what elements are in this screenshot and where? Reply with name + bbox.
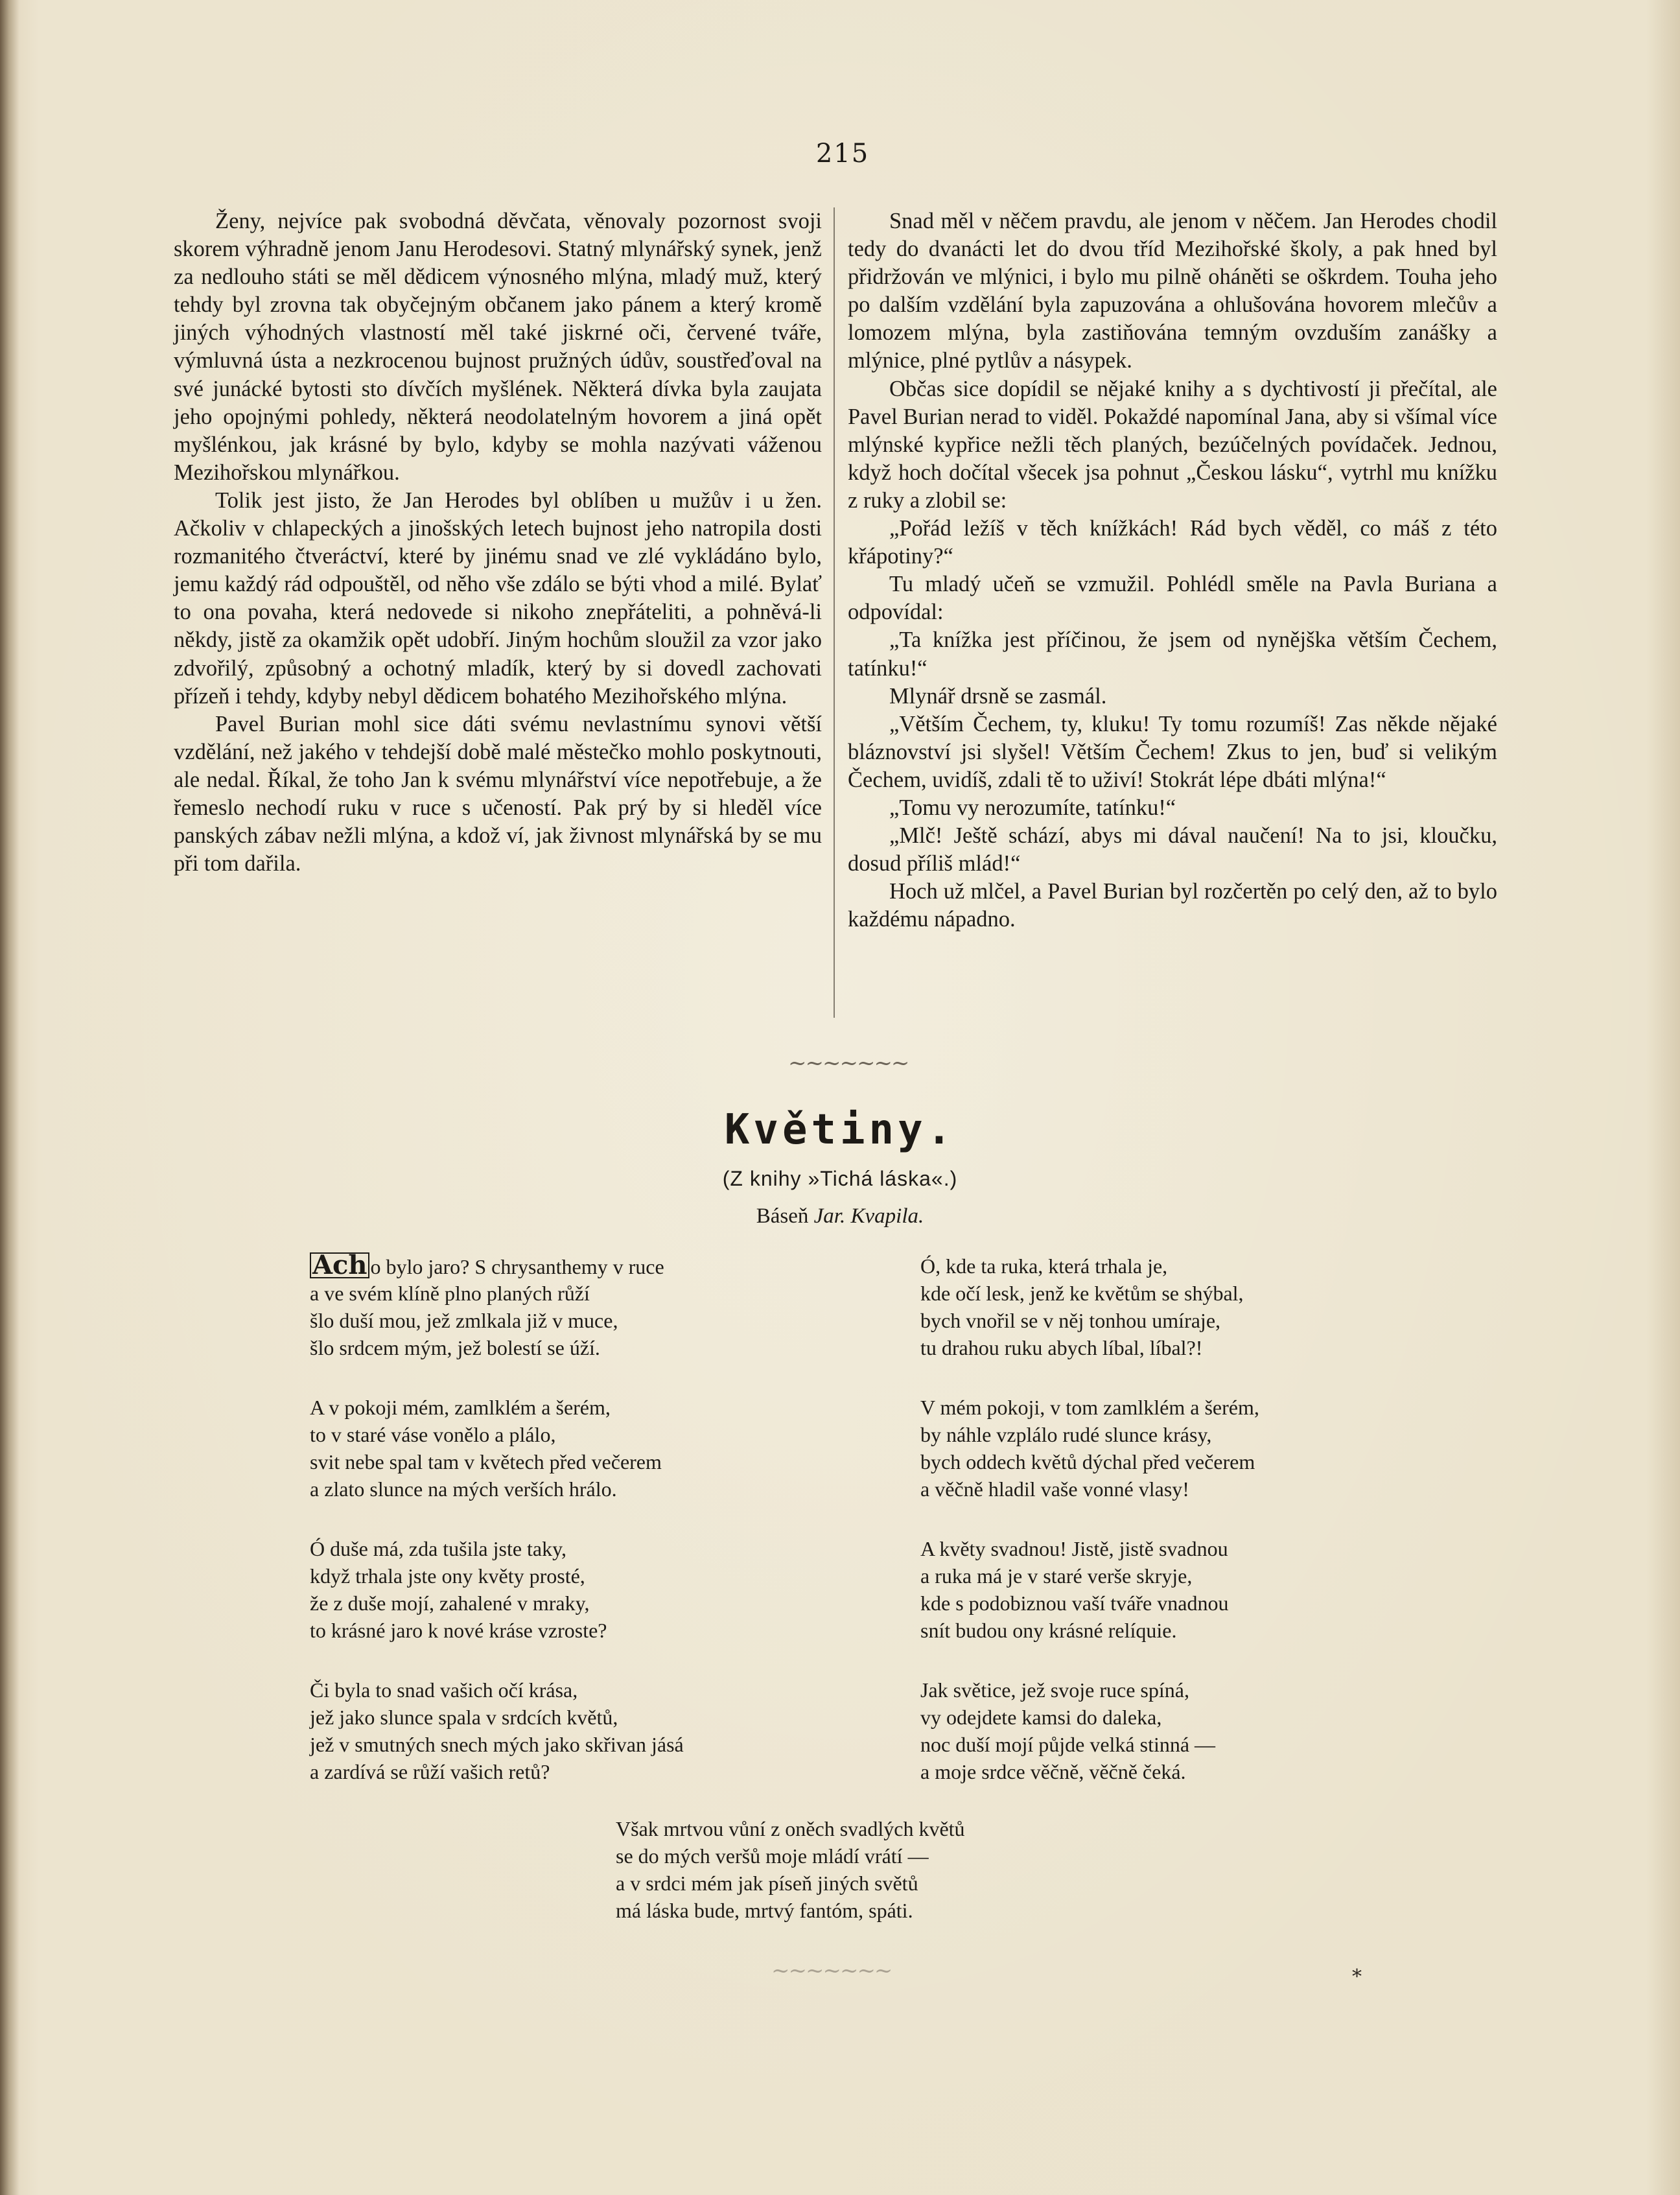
column-divider — [834, 207, 835, 1018]
poem-right-stanza — [920, 1676, 1215, 1785]
left-column-paragraph: Tolik jest jisto, že Jan Herodes byl oblíben u mužův i u žen. Ačkoliv v chlapeckých a jinošských letech bujnost jeho natropila dosti rozmanitého čtveráctví, které by jinému snad ve zlé vykládáno bylo, jemu každý rád odpouštěl, od něho vše zdálo se býti vhod a milé. Bylať to ona povaha, která nedovede si nikoho znepřáteliti, a pohněvá-li někdy, jistě za okamžik opět udobří. Jiným hochům sloužil za vzor jako zdvořilý, způsobný a ochotný mladík, který by si dovedl zachovati přízeň i tehdy, kdyby nebyl dědicem bohatého Mezihořského mlýna. — [174, 487, 822, 709]
poem-line: Ó, kde ta ruka, která trhala je, — [920, 1254, 1168, 1278]
right-column-paragraph: Mlynář drsně se zasmál. — [889, 683, 1107, 709]
poem-line: svit nebe spal tam v květech před večerem — [310, 1450, 662, 1473]
right-column-paragraph: „Větším Čechem, ty, kluku! Ty tomu rozumíš! Zas někde nějaké bláznovství jsi slyšel! Větším Čechem! Zkus to jen, buď si velikým Čechem, uvidíš, zdali tě to uživí! Stokrát lépe dbáti mlýna!“ — [848, 711, 1497, 792]
poem-line: Či byla to snad vašich očí krása, — [310, 1678, 578, 1702]
prose-left-column — [174, 207, 822, 878]
poem-drop-initial: Ach — [310, 1252, 369, 1278]
poem-line: Však mrtvou vůní z oněch svadlých květů — [616, 1817, 965, 1840]
poem-left-stanza — [310, 1394, 662, 1503]
poem-line: a ruka má je v staré verše skryje, — [920, 1564, 1193, 1588]
poem-author — [0, 1204, 1680, 1228]
poem-line: a moje srdce věčně, věčně čeká. — [920, 1760, 1186, 1783]
poem-line: jež v smutných snech mých jako skřivan jásá — [310, 1733, 684, 1756]
poem-line: vy odejdete kamsi do daleka, — [920, 1706, 1162, 1729]
right-column-paragraph: Hoch už mlčel, a Pavel Burian byl rozčertěn po celý den, až to bylo každému nápadno. — [848, 879, 1497, 932]
poem-subtitle: (Z knihy »Tichá láska«.) — [722, 1167, 958, 1190]
poem-line: tu drahou ruku abych líbal, líbal?! — [920, 1336, 1203, 1359]
end-ornament: ~~~~~~~ — [771, 1958, 892, 1984]
poem-line: že z duše mojí, zahalené v mraky, — [310, 1591, 590, 1615]
poem-line — [310, 1252, 664, 1280]
poem-line: šlo srdcem mým, jež bolestí se úží. — [310, 1336, 600, 1359]
poem-line: a ve svém klíně plno planých růží — [310, 1282, 590, 1305]
right-column-paragraph: Tu mladý učeň se vzmužil. Pohlédl směle na Pavla Buriana a odpovídal: — [848, 572, 1497, 625]
right-column-paragraph: „Ta knížka jest příčinou, že jsem od nynějška větším Čechem, tatínku!“ — [848, 628, 1497, 681]
poem-line: V mém pokoji, v tom zamlklém a šerém, — [920, 1396, 1259, 1419]
right-column-paragraph: „Pořád ležíš v těch knížkách! Rád bych věděl, co máš z této křápotiny?“ — [848, 516, 1497, 569]
poem-right-stanza — [920, 1394, 1259, 1503]
page-number: 215 — [815, 139, 870, 169]
poem-line: a v srdci mém jak píseň jiných světů — [616, 1872, 918, 1895]
poem-line: a zardívá se růží vašich retů? — [310, 1760, 550, 1783]
poem-line: jež jako slunce spala v srdcích květů, — [310, 1706, 618, 1729]
poem-title: Květiny. — [724, 1106, 956, 1154]
poem-line: šlo duší mou, jež zmlkala již v muce, — [310, 1309, 618, 1332]
poem-line: to krásné jaro k nové kráse vzroste? — [310, 1619, 607, 1642]
poem-line: Ó duše má, zda tušila jste taky, — [310, 1537, 567, 1560]
poem-left-stanza — [310, 1676, 684, 1785]
poem-line: a zlato slunce na mých verších hrálo. — [310, 1477, 617, 1501]
poem-right-stanza — [920, 1252, 1244, 1361]
poem-line: bych oddech květů dýchal před večerem — [920, 1450, 1255, 1473]
poem-right-stanza — [920, 1535, 1228, 1644]
right-column-paragraph: Občas sice dopídil se nějaké knihy a s dychtivostí ji přečítal, ale Pavel Burian nerad to viděl. Pokaždé napomínal Jana, aby si všímal více mlýnské kypřice nežli těch planých, bezúčelných povídaček. Jednou, když hoch dočítal všecek jsa pohnut „Českou lásku“, vytrhl mu knížku z ruky a zlobil se: — [848, 376, 1497, 513]
poem-line: A v pokoji mém, zamlklém a šerém, — [310, 1396, 611, 1419]
poem-line: Jak světice, jež svoje ruce spíná, — [920, 1678, 1189, 1702]
left-column-paragraph: Pavel Burian mohl sice dáti svému nevlastnímu synovi větší vzdělání, než jakého v tehdejší době malé městečko mohlo poskytnouti, ale nedal. Říkal, že toho Jan k svému mlynářství více nepotřebuje, a že řemeslo nechodí ruku v ruce s učeností. Pak prý by si hleděl více panských zábav nežli mlýna, a kdož ví, jak živnost mlynářská by se mu při tom dařila. — [174, 711, 822, 876]
poem-author-name: Jar. Kvapila. — [813, 1204, 924, 1228]
poem-final-stanza — [616, 1815, 965, 1924]
prose-right-column — [848, 207, 1497, 933]
poem-line: A květy svadnou! Jistě, jistě svadnou — [920, 1537, 1228, 1560]
left-column-paragraph: Ženy, nejvíce pak svobodná děvčata, věnovaly pozornost svoji skorem výhradně jenom Janu Herodesovi. Statný mlynářský synek, jenž za nedlouho státi se měl dědicem výnosného mlýna, mladý muž, který tehdy byl zrovna tak obyčejným občanem jako pánem a který kromě jiných výhodných vlastností měl také jiskrné oči, červené tváře, výmluvná ústa a nezkrocenou bujnost pružných údův, soustřeďoval na své junácké bytosti sto dívčích myšlének. Některá dívka byla zaujata jeho opojnými pohledy, některá neodolatelným hovorem a jiná opět myšlénkou, jak krásné by bylo, kdyby se mohla nazývati váženou Mezihořskou mlynářkou. — [174, 209, 822, 485]
poem-line: to v staré váse vonělo a plálo, — [310, 1423, 556, 1446]
poem-line: se do mých veršů moje mládí vrátí — — [616, 1844, 929, 1868]
poem-first-line: o bylo jaro? S chrysanthemy v ruce — [370, 1255, 664, 1278]
poem-line: bych vnořil se v něj tonhou umíraje, — [920, 1309, 1221, 1332]
right-column-paragraph: Snad měl v něčem pravdu, ale jenom v něčem. Jan Herodes chodil tedy do dvanácti let do dvou tříd Mezihořské školy, a pak hned byl přidržován ve mlýnici, i bylo mu pilně oháněti se oškrdem. Touha jeho po dalším vzdělání byla zapuzována a ohlušována hovorem mlečův a lomozem mlýna, byla zastiňována temným ovzduším zanášky a mlýnice, plné pytlův a násypek. — [848, 209, 1497, 373]
poem-line: noc duší mojí půjde velká stinná — — [920, 1733, 1216, 1756]
right-column-paragraph: „Mlč! Ještě schází, abys mi dával naučení! Na to jsi, kloučku, dosud příliš mlád!“ — [848, 823, 1497, 876]
section-separator-ornament: ~~~~~~~ — [788, 1050, 909, 1076]
poem-author-prefix: Báseň — [756, 1204, 809, 1228]
poem-line: a věčně hladil vaše vonné vlasy! — [920, 1477, 1189, 1501]
poem-left-stanza — [310, 1252, 664, 1361]
poem-left-stanza — [310, 1535, 607, 1644]
poem-line: když trhala jste ony květy prosté, — [310, 1564, 585, 1588]
poem-line: kde očí lesk, jenž ke květům se shýbal, — [920, 1282, 1244, 1305]
asterisk-mark: * — [1352, 1966, 1362, 1988]
poem-line: má láska bude, mrtvý fantóm, spáti. — [616, 1899, 913, 1922]
right-column-paragraph: „Tomu vy nerozumíte, tatínku!“ — [889, 795, 1176, 820]
poem-line: kde s podobiznou vaší tváře vnadnou — [920, 1591, 1229, 1615]
poem-line: snít budou ony krásné relíquie. — [920, 1619, 1177, 1642]
poem-line: by náhle vzplálo rudé slunce krásy, — [920, 1423, 1212, 1446]
